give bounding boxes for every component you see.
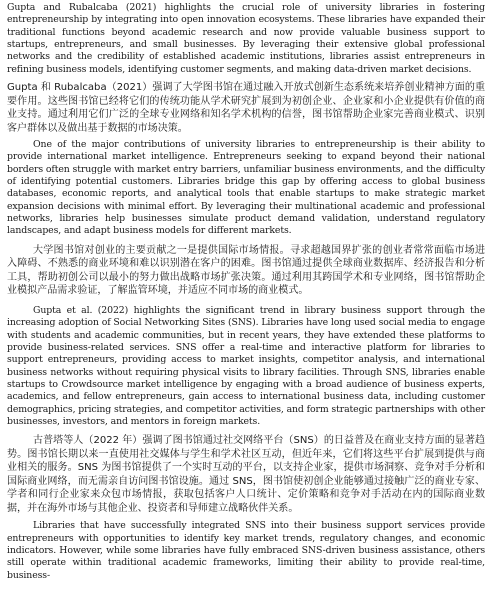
paragraph-gupta-rubalcaba-zh: Gupta 和 Rubalcaba（2021）强调了大学图书馆在通过融入开放式创新生态系统来培养创业精神方面的重要作用。这些图书馆已经将它们的传统功能从学术研究扩展到为初创企业、企业家和小企业提供有价值的商业支持。通过利用它们广泛的全球专业网络和知名学术机构的信誉，图书馆帮助企业家完善商业模式、识别客户群体以及做出基于数据的市场决策。 <box>7 82 485 134</box>
paragraph-sns-integration-en: Libraries that have successfully integrated SNS into their business support services provide entrepreneurs with opportunities to identify key market trends, regulatory changes, and economic indicators. However, while some libraries have fully embraced SNS-driven business assistance, others still operate within traditional academic frameworks, limiting their ability to provide real-time, business- <box>7 520 485 581</box>
paragraph-sns-adoption-zh: 古普塔等人（2022 年）强调了图书馆通过社交网络平台（SNS）的日益普及在商业支持方面的显著趋势。图书馆长期以来一直使用社交媒体与学生和学术社区互动，但近年来，它们将这些平台扩展到提供与商业相关的服务。SNS 为图书馆提供了一个实时互动的平台，以支持企业家，提供市场洞察、竞争对手分析和国际商业网络，而无需亲自访问图书馆设施。通过 SNS，图书馆使初创企业能够通过接触广泛的商业专家、学者和同行企业家来众包市场情报，获取包括客户人口统计、定价策略和竞争对手活动在内的国际商业数据，并在海外市场与其他企业、投资者和导师建立战略伙伴关系。 <box>7 435 485 514</box>
paragraph-gupta-rubalcaba-en: Gupta and Rubalcaba (2021) highlights the crucial role of university libraries in fostering entrepreneurship by integrating into open innovation ecosystems. These libraries have expanded their traditional functions beyond academic research and now provide valuable business support to startups, entrepreneurs, and small businesses. By leveraging their extensive global professional networks and the credibility of established academic institutions, libraries assist entrepreneurs in refining business models, identifying customer segments, and making data-driven market decisions. <box>7 2 485 75</box>
paragraph-market-intelligence-zh: 大学图书馆对创业的主要贡献之一是提供国际市场情报。寻求超越国界扩张的创业者常常面临市场进入障碍、不熟悉的商业环境和难以识别潜在客户的困难。图书馆通过提供全球商业数据库、经济报告和分析工具，帮助初创公司以最小的努力做出战略市场扩张决策。通过利用其跨国学术和专业网络，图书馆帮助企业模拟产品需求验证，了解监管环境，并适应不同市场的商业模式。 <box>7 244 485 297</box>
paragraph-sns-adoption-en: Gupta et al. (2022) highlights the significant trend in library business support through the increasing adoption of Social Networking Sites (SNS). Libraries have long used social media to engage with students and academic communities, but in recent years, they have extended these platforms to provide business-related services. SNS offer a real-time and interactive platform for libraries to support entrepreneurs, providing access to market insights, competitor analysis, and international business networks without requiring physical visits to library facilities. Through SNS, libraries enable startups to Crowdsource market intelligence by engaging with a broad audience of business experts, academics, and fellow entrepreneurs, gain access to international business data, including customer demographics, pricing strategies, and competitor activities, and form strategic partnerships with other businesses, investors, and mentors in foreign markets. <box>7 304 485 427</box>
paragraph-market-intelligence-en: One of the major contributions of university libraries to entrepreneurship is their ability to provide international market intelligence. Entrepreneurs seeking to expand beyond their national borders often struggle with market entry barriers, unfamiliar business environments, and the difficulty of identifying potential customers. Libraries bridge this gap by offering access to global business databases, economic reports, and analytical tools that enable startups to make strategic market expansion decisions with minimal effort. By leveraging their multinational academic and professional networks, libraries help businesses simulate product demand validation, understand regulatory landscapes, and adapt business models for different markets. <box>7 139 485 237</box>
